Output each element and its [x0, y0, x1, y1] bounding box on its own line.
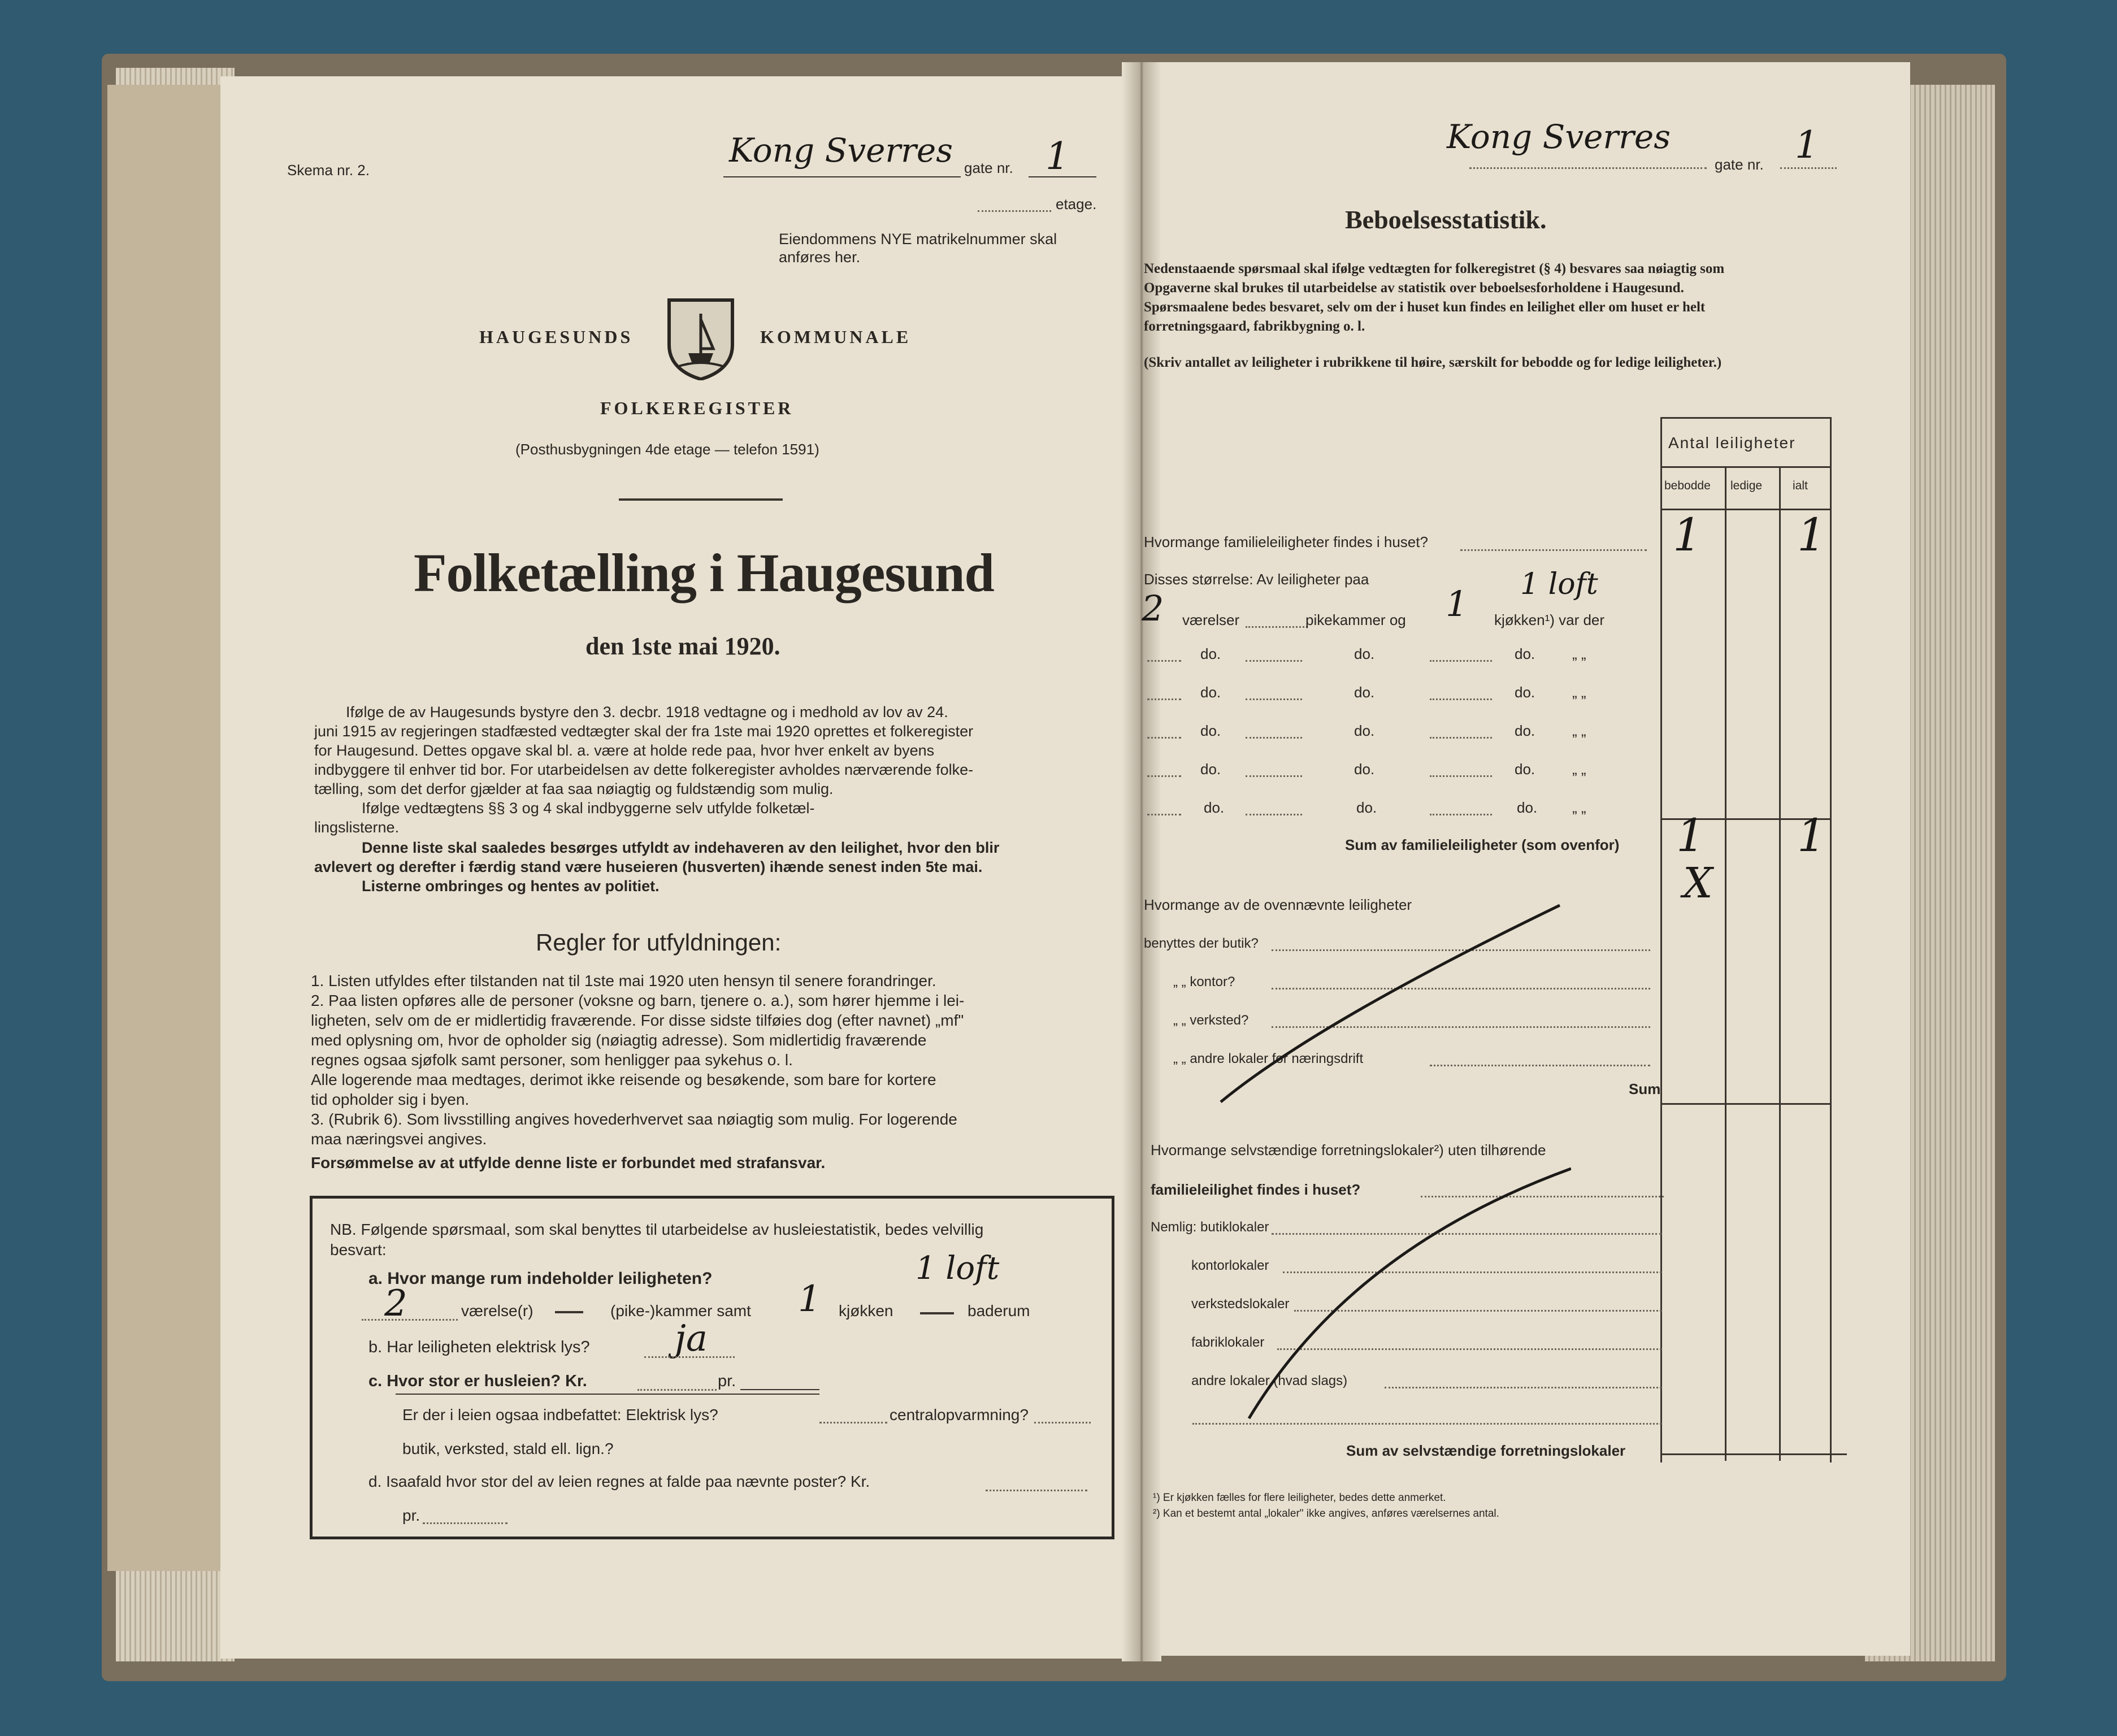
do-text: do.: [1354, 684, 1375, 701]
q1-ialt-hand: 1: [1797, 509, 1826, 561]
elektrisk-line: [819, 1422, 887, 1423]
handwritten-strike-lines: [1204, 899, 1571, 1464]
sum-forr-label: Sum av selvstændige forretningslokaler: [1346, 1442, 1626, 1459]
do-line: [1147, 737, 1181, 739]
intro-line: lingslisterne.: [314, 819, 400, 836]
table-header-rule: [1660, 466, 1830, 468]
do-text: do.: [1515, 684, 1535, 701]
rule-line: regnes ogsaa sjøfolk samt personer, som henligger paa sykehus o. l.: [311, 1051, 793, 1069]
question-c-pr: pr.: [718, 1372, 736, 1390]
q2-num-hand: 2: [1142, 588, 1164, 629]
matrikkel-text-2: anføres her.: [779, 249, 861, 266]
do-line: [1147, 660, 1181, 662]
do-line: [1147, 814, 1181, 815]
sum-fam-ialt-hand: 1: [1797, 809, 1826, 862]
question-c-pr-line: [740, 1389, 819, 1390]
gate-number-handwritten: 1: [1046, 134, 1069, 178]
do-text: do.: [1354, 761, 1375, 778]
table-col-divider: [1725, 466, 1726, 1461]
question-c2: Er der i leien ogsaa indbefattet: Elektrisk lys?: [402, 1406, 718, 1423]
nb-intro-2: besvart:: [330, 1241, 387, 1258]
do-line: [1246, 775, 1302, 777]
intro-line: avlevert og derefter i færdig stand være huseieren (husverten) ihænde senest inden 5te mai.: [314, 858, 983, 875]
col-ledige: ledige: [1730, 479, 1763, 492]
ditto-text: „ „: [1572, 761, 1586, 778]
col-bebodde: bebodde: [1664, 479, 1711, 492]
question-a-extra-hand: 1 loft: [916, 1250, 1000, 1287]
question-d-kr-line: [986, 1490, 1087, 1491]
rule-line: ligheten, selv om de er midlertidig fraværende. For disse sidste tilføies dog (efter navnet) „mf": [311, 1012, 964, 1029]
do-text: do.: [1515, 761, 1535, 778]
q4-label-b: familieleilighet findes i huset?: [1151, 1181, 1361, 1198]
ditto-text: „ „: [1572, 722, 1586, 739]
footnote-2: ²) Kan et bestemt antal „lokaler" ikke angives, anføres værelsernes antal.: [1153, 1508, 1499, 1520]
kitchen-label: kjøkken: [839, 1302, 893, 1320]
q3-d: „ „ andre lokaler for næringsdrift: [1173, 1051, 1364, 1066]
intro-line: for Haugesund. Dettes opgave skal bl. a. være at holde rede paa, hvor hver enkelt av byens: [314, 742, 935, 759]
table-sum-rule: [1660, 1103, 1830, 1105]
right-intro-line: Opgaverne skal brukes til utarbeidelse av statistik over beboelsesforholdene i Haugesund.: [1144, 280, 1684, 296]
rule-line: 2. Paa listen opføres alle de personer (voksne og barn, tjenere o. a.), som hører hjemme i lei-: [311, 992, 965, 1009]
question-a: a. Hvor mange rum indeholder leiligheten?: [368, 1269, 713, 1288]
index-tab: [107, 85, 220, 1571]
question-c: c. Hvor stor er husleien? Kr.: [368, 1372, 587, 1390]
sum-fam-bebodde-hand: 1: [1676, 809, 1705, 862]
gate-label: gate nr.: [964, 159, 1013, 176]
coat-of-arms-icon: [666, 297, 736, 380]
right-street-line: [1469, 167, 1707, 169]
right-intro-line: Nedenstaaende spørsmaal skal ifølge vedtægten for folkeregistret (§ 4) besvares saa nøiagtig som: [1144, 261, 1725, 276]
do-text: do.: [1517, 799, 1538, 816]
do-line: [1147, 698, 1181, 700]
sum-fam-label: Sum av familieleiligheter (som ovenfor): [1345, 836, 1620, 853]
q2-pike: pikekammer og: [1305, 611, 1406, 628]
do-text: do.: [1515, 645, 1535, 662]
question-b-line: [644, 1356, 735, 1358]
q2-label: Disses størrelse: Av leiligheter paa: [1144, 571, 1369, 588]
do-line: [1147, 775, 1181, 777]
q2-vaer-line: [1246, 626, 1308, 628]
intro-line: Listerne ombringes og hentes av politiet.: [362, 878, 660, 895]
street-handwritten: Kong Sverres: [729, 131, 953, 170]
main-date: den 1ste mai 1920.: [585, 632, 780, 660]
pike-dash: [555, 1311, 583, 1313]
org-sub: FOLKEREGISTER: [600, 398, 794, 418]
question-c-underline: [396, 1394, 819, 1395]
rule-line: med oplysning om, hvor de opholder sig (nøiagtig adresse). Som midlertidig fraværende: [311, 1031, 927, 1049]
bath-label: baderum: [968, 1302, 1030, 1320]
right-gate-label: gate nr.: [1715, 156, 1764, 173]
rule-line: 3. (Rubrik 6). Som livsstilling angives hovederhvervet saa nøiagtig som mulig. For logerende: [311, 1110, 957, 1128]
question-b: b. Har leiligheten elektrisk lys?: [368, 1338, 590, 1356]
col-ialt: ialt: [1793, 479, 1808, 492]
street-line: [723, 176, 961, 177]
right-intro-line: forretningsgaard, fabrikbygning o. l.: [1144, 319, 1365, 334]
ditto-text: „ „: [1572, 645, 1586, 662]
rule-line: Forsømmelse av at utfylde denne liste er forbundet med strafansvar.: [311, 1154, 826, 1171]
q4-label: Hvormange selvstændige forretningslokaler²) uten tilhørende: [1151, 1142, 1546, 1158]
intro-line: indbyggere til enhver tid bor. For utarbeidelsen av dette folkeregister avholdes nærværende folke-: [314, 761, 974, 778]
right-street-handwritten: Kong Sverres: [1447, 118, 1671, 156]
question-c-line: [637, 1389, 717, 1391]
do-line: [1246, 698, 1302, 700]
q4-andre: andre lokaler (hvad slags): [1191, 1373, 1348, 1388]
question-d-pr: pr.: [402, 1507, 420, 1524]
central-line: [1034, 1422, 1091, 1423]
question-c3: butik, verksted, stald ell. lign.?: [402, 1440, 614, 1457]
intro-line: tælling, som det derfor gjælder at faa saa nøiagtig og fuldstændig som mulig.: [314, 780, 834, 797]
rule-line: 1. Listen utfyldes efter tilstanden nat til 1ste mai 1920 uten hensyn til senere forandringer.: [311, 972, 936, 989]
question-b-hand: ja: [675, 1318, 708, 1360]
intro-line: Ifølge vedtægtens §§ 3 og 4 skal indbyggerne selv utfylde folketæl-: [362, 800, 815, 817]
do-line: [1430, 737, 1492, 739]
q1-line: [1460, 549, 1647, 551]
right-gate-line: [1780, 167, 1837, 169]
ditto-text: „ „: [1572, 684, 1586, 701]
do-text: do.: [1356, 799, 1377, 816]
do-text: do.: [1200, 761, 1221, 778]
pike-label: (pike-)kammer samt: [610, 1302, 751, 1320]
do-line: [1430, 814, 1492, 815]
table-border-right: [1830, 417, 1832, 1462]
col-group-header: Antal leiligheter: [1668, 434, 1796, 452]
question-c2-central: centralopvarmning?: [890, 1406, 1029, 1423]
do-line: [1430, 698, 1492, 700]
nb-intro-1: NB. Følgende spørsmaal, som skal benyttes til utarbeidelse av husleiestatistik, bedes velvillig: [330, 1221, 984, 1238]
main-title: Folketælling i Haugesund: [414, 542, 994, 603]
do-line: [1430, 660, 1492, 662]
do-line: [1430, 775, 1492, 777]
schema-label: Skema nr. 2.: [287, 162, 370, 179]
q2-extra-hand: 1 loft: [1520, 567, 1598, 601]
right-gate-number-handwritten: 1: [1795, 123, 1819, 167]
rule-line: maa næringsvei angives.: [311, 1130, 487, 1148]
org-left: HAUGESUNDS: [479, 327, 634, 347]
intro-line: juni 1915 av regjeringen stadfæsted vedtægter skal der fra 1ste mai 1920 oprettes et folkeregister: [314, 723, 974, 740]
bath-dash: [920, 1312, 954, 1314]
right-intro-line: (Skriv antallet av leiligheter i rubrikkene til høire, særskilt for bebodde og for ledige leiligheter.): [1144, 355, 1722, 370]
table-border-left: [1660, 417, 1662, 1462]
do-text: do.: [1200, 645, 1221, 662]
cross-mark-hand: X: [1683, 859, 1713, 908]
matrikkel-text-1: Eiendommens NYE matrikelnummer skal: [779, 231, 1057, 248]
q3-sum: Sum: [1629, 1080, 1661, 1097]
rule-line: tid opholder sig i byen.: [311, 1091, 470, 1108]
do-text: do.: [1515, 722, 1535, 739]
rules-title: Regler for utfyldningen:: [536, 929, 782, 956]
org-right: KOMMUNALE: [760, 327, 912, 347]
question-d-pr-line: [423, 1522, 507, 1524]
do-text: do.: [1354, 645, 1375, 662]
do-line: [1246, 737, 1302, 739]
rooms-line: [362, 1319, 458, 1321]
q4-butik: Nemlig: butiklokaler: [1151, 1219, 1269, 1235]
footnote-1: ¹) Er kjøkken fælles for flere leiligheter, bedes dette anmerket.: [1153, 1492, 1446, 1504]
q1-bebodde-hand: 1: [1673, 509, 1702, 561]
q1-label: Hvormange familieleiligheter findes i huset?: [1144, 533, 1428, 550]
q2-vaer: værelser: [1182, 611, 1240, 628]
ditto-text: „ „: [1572, 799, 1586, 816]
intro-line: Denne liste skal saaledes besørges utfyldt av indehaveren av den leilighet, hvor den blir: [362, 839, 1000, 856]
rooms-hand: 2: [384, 1283, 407, 1325]
title-rule: [619, 498, 783, 501]
rooms-label: værelse(r): [461, 1302, 533, 1320]
do-line: [1246, 660, 1302, 662]
q4-kontor: kontorlokaler: [1191, 1258, 1269, 1273]
right-title: Beboelsesstatistik.: [1345, 205, 1547, 234]
etage-line: [978, 210, 1051, 212]
q3-b: „ „ kontor?: [1173, 974, 1235, 989]
q4-verksted: verkstedslokaler: [1191, 1296, 1290, 1312]
q2-kitchen-label: kjøkken¹) var der: [1494, 611, 1605, 628]
do-text: do.: [1200, 684, 1221, 701]
org-address: (Posthusbygningen 4de etage — telefon 1591): [515, 441, 819, 458]
q3-label: Hvormange av de ovennævnte leiligheter: [1144, 896, 1412, 913]
etage-label: etage.: [1056, 196, 1097, 212]
rule-line: Alle logerende maa medtages, derimot ikke reisende og besøkende, som bare for kortere: [311, 1071, 936, 1088]
table-top-rule: [1660, 417, 1830, 419]
table-bottom-rule: [1660, 1453, 1847, 1455]
kitchen-hand: 1: [798, 1278, 821, 1320]
intro-line: Ifølge de av Haugesunds bystyre den 3. decbr. 1918 vedtagne og i medhold av lov av 24.: [346, 704, 948, 721]
do-text: do.: [1354, 722, 1375, 739]
q3-c: „ „ verksted?: [1173, 1013, 1249, 1028]
q3-a: benyttes der butik?: [1144, 936, 1259, 951]
table-col-divider: [1779, 466, 1781, 1461]
q4-fabrik: fabriklokaler: [1191, 1335, 1265, 1350]
right-intro-line: Spørsmaalene bedes besvaret, selv om der i huset kun findes en leilighet eller om huset er helt: [1144, 300, 1706, 315]
do-line: [1246, 814, 1302, 815]
do-text: do.: [1200, 722, 1221, 739]
do-text: do.: [1204, 799, 1225, 816]
question-d: d. Isaafald hvor stor del av leien regnes at falde paa nævnte poster? Kr.: [368, 1473, 870, 1490]
q2-kitchen-hand: 1: [1446, 583, 1468, 624]
